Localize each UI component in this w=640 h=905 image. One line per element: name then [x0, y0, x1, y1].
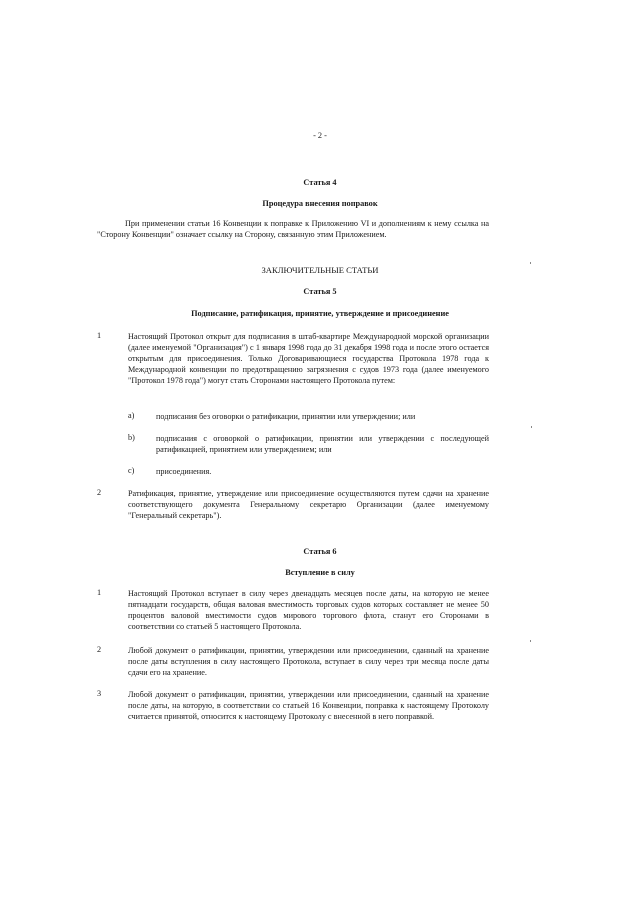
- scan-speck: [530, 640, 531, 642]
- article6-paragraph2: Любой документ о ратификации, принятии, утверждении или присоединении, сданный на хранение после даты вступления в силу настоящего Протокола, вступает в силу через три месяца после даты сдачи его на хранение.: [128, 646, 489, 677]
- page-number: - 2 -: [313, 131, 327, 140]
- article5-paragraph1: Настоящий Протокол открыт для подписания в штаб-квартире Международной морской организации (далее именуемой "Организация") с 1 января 1998 года до 31 декабря 1998 года и после этого остается открытым для присоединения. Только Договаривающиеся государства Протокола 1978 года к Международной конвенции по предотвращению загрязнения с судов 1973 года (далее именуемого "Протокол 1978 года") могут стать Сторонами настоящего Протокола путем:: [128, 332, 489, 385]
- final-clauses-heading: ЗАКЛЮЧИТЕЛЬНЫЕ СТАТЬИ: [261, 265, 379, 275]
- article5-paragraph1-number: 1: [97, 331, 102, 340]
- article4-title: Процедура внесения поправок: [262, 199, 378, 208]
- article5-heading: Статья 5: [303, 287, 337, 296]
- scan-speck: [531, 426, 532, 428]
- article4-heading: Статья 4: [303, 178, 337, 187]
- article5-item-b-label: b): [128, 433, 135, 442]
- article5-paragraph2: Ратификация, принятие, утверждение или присоединение осуществляются путем сдачи на хранение соответствующего документа Генеральному секретарю Организации (далее именуемому "Генеральный секретарь").: [128, 489, 489, 520]
- article5-item-a-label: a): [128, 411, 135, 420]
- article6-paragraph2-number: 2: [97, 645, 102, 654]
- article6-title: Вступление в силу: [285, 568, 355, 577]
- article5-item-c: присоединения.: [156, 467, 212, 476]
- article6-paragraph3-number: 3: [97, 689, 102, 698]
- article5-item-c-label: c): [128, 466, 135, 475]
- article4-text: При применении статьи 16 Конвенции к поправке к Приложению VI и дополнениям к нему ссылка на "Сторону Конвенции" означает ссылку на Сторону, связанную этим Приложением.: [97, 219, 489, 239]
- article5-title: Подписание, ратификация, принятие, утверждение и присоединение: [191, 309, 449, 318]
- article5-item-b: подписания с оговоркой о ратификации, принятии или утверждении с последующей ратификацией, принятием или утверждением; или: [156, 434, 489, 454]
- article5-paragraph2-number: 2: [97, 488, 102, 497]
- article6-paragraph3: Любой документ о ратификации, принятии, утверждении или присоединении, сданный на хранение после даты, на которую, в соответствии со статьей 16 Конвенции, поправка к настоящему Протоколу считается принятой, относится к настоящему Протоколу с внесенной в него поправкой.: [128, 690, 489, 721]
- article5-item-a: подписания без оговорки о ратификации, принятии или утверждении; или: [156, 412, 416, 421]
- article6-heading: Статья 6: [303, 547, 337, 556]
- article6-paragraph1-number: 1: [97, 588, 102, 597]
- scan-speck: [530, 262, 531, 264]
- article6-paragraph1: Настоящий Протокол вступает в силу через двенадцать месяцев после даты, на которую не менее пятнадцати государств, общая валовая вместимость торговых судов которых составляет не менее 50 процентов валовой вместимости судов мирового торгового флота, станут его Сторонами в соответствии со статьей 5 настоящего Протокола.: [128, 589, 489, 631]
